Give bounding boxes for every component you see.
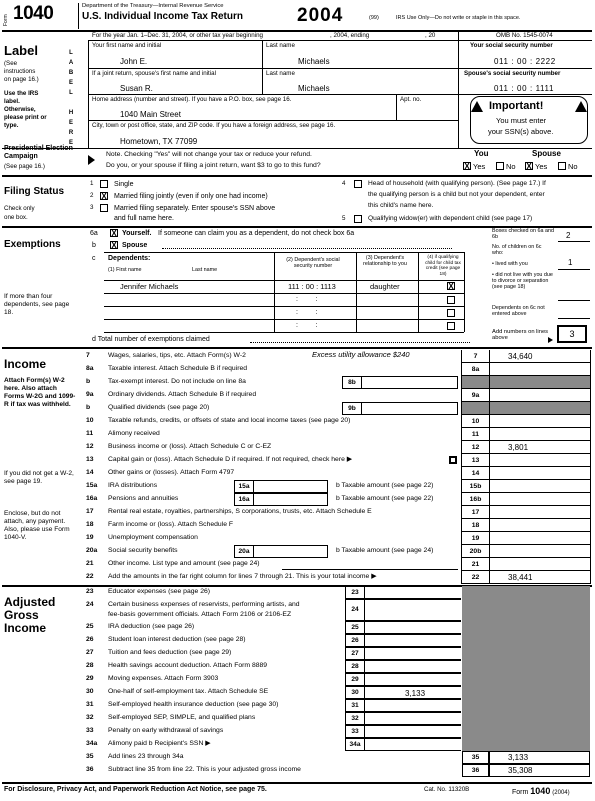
agi-line-number: 36 bbox=[86, 766, 94, 773]
dependent-ctc-checkbox[interactable]: X bbox=[448, 282, 454, 291]
agi-line-number: 30 bbox=[86, 688, 94, 695]
dep-not-entered-label: Dependents on 6c not entered above bbox=[492, 305, 545, 317]
filing-sub-1: Check only bbox=[4, 205, 35, 212]
yourself-label: Yourself. bbox=[122, 230, 152, 237]
dependent-3-checkbox[interactable] bbox=[447, 309, 455, 317]
form-label: Form bbox=[3, 14, 9, 26]
agi-line-text: Subtract line 35 from line 22. This is your adjusted gross income bbox=[108, 766, 301, 773]
income-title: Income bbox=[4, 357, 47, 371]
you-no-checkbox[interactable] bbox=[496, 162, 504, 170]
income-sub-box-number: 20a bbox=[234, 545, 254, 558]
dep-col1-first: (1) First name bbox=[108, 267, 142, 273]
agi-total-box-number: 35 bbox=[462, 751, 489, 764]
you-no-label: No bbox=[506, 162, 516, 171]
filing-num-1: 1 bbox=[90, 180, 94, 187]
spouse-first-label: If a joint return, spouse's first name and initial bbox=[92, 70, 216, 77]
spouse-yes-checkbox[interactable]: X bbox=[526, 162, 532, 171]
income-line-text: Rental real estate, royalties, partnerships, S corporations, trusts, etc. Attach Schedule E bbox=[108, 508, 372, 515]
add-numbers-label: Add numbers on lines above bbox=[492, 329, 549, 341]
married-jointly-checkbox[interactable]: X bbox=[101, 192, 107, 201]
yourself-checkbox[interactable]: X bbox=[111, 229, 117, 238]
total-exemptions: d Total number of exemptions claimed bbox=[92, 336, 210, 343]
income-line-amount[interactable] bbox=[490, 506, 590, 519]
exemptions-title: Exemptions bbox=[4, 239, 61, 250]
address-label: Home address (number and street). If you have a P.O. box, see page 16. bbox=[92, 96, 292, 103]
agi-line-text: Student loan interest deduction (see page 28) bbox=[108, 636, 246, 643]
income-line-box-number: 20b bbox=[462, 545, 489, 558]
income-line-amount[interactable] bbox=[490, 415, 590, 428]
agi-line-text: Penalty on early withdrawal of savings bbox=[108, 727, 224, 734]
label-use-irs: Use the IRS label. Otherwise, please print or type. bbox=[4, 90, 47, 129]
income-sub-box-number: 16a bbox=[234, 493, 254, 506]
income-line-amount[interactable] bbox=[490, 519, 590, 532]
agi-line-text: IRA deduction (see page 26) bbox=[108, 623, 195, 630]
agi-line-amount[interactable] bbox=[365, 725, 461, 738]
income-line-number: 15a bbox=[86, 482, 98, 489]
code-99: (99) bbox=[369, 15, 379, 21]
income-sub-box-number: 15a bbox=[234, 480, 254, 493]
qualifying-widow-checkbox[interactable] bbox=[354, 215, 362, 223]
income-line-text: Wages, salaries, tips, etc. Attach Form(s) W-2 bbox=[108, 352, 246, 359]
agi-line-box-number: 25 bbox=[345, 621, 365, 634]
add-numbers-arrow-icon bbox=[548, 337, 553, 343]
line-6b: b bbox=[92, 242, 96, 249]
agi-line-box-number: 31 bbox=[345, 699, 365, 712]
income-line-box-number: 17 bbox=[462, 506, 489, 519]
wage-annotation: Excess utility allowance $240 bbox=[312, 350, 410, 359]
footer-form-yr: (2004) bbox=[552, 790, 570, 796]
dependent-ssn[interactable]: 111 : 00 : 1113 bbox=[288, 282, 336, 291]
income-line-amount[interactable] bbox=[490, 363, 590, 376]
footer-cat: Cat. No. 11320B bbox=[424, 786, 470, 793]
income-line-box-number: 22 bbox=[462, 571, 489, 584]
income-line-number: 17 bbox=[86, 508, 94, 515]
agi-line-amount[interactable] bbox=[365, 621, 461, 634]
dep-col4: (4) if qualifying child for child tax credit (see page 18) bbox=[425, 255, 461, 277]
you-yes-checkbox[interactable]: X bbox=[464, 162, 470, 171]
agi-line-number: 29 bbox=[86, 675, 94, 682]
agi-line-box-number: 34a bbox=[345, 738, 365, 751]
dependent-4-checkbox[interactable] bbox=[447, 322, 455, 330]
spouse-last-label: Last name bbox=[266, 70, 295, 77]
agi-total-amount[interactable]: 3,133 bbox=[489, 751, 590, 764]
lived-with-text: lived with you bbox=[495, 261, 528, 267]
married-separately-label-b: and full name here. bbox=[114, 215, 174, 222]
income-line-text: Tax-exempt interest. Do not include on line 8a bbox=[108, 378, 246, 385]
capital-gain-checkbox[interactable] bbox=[449, 456, 457, 464]
dependent-relationship[interactable]: daughter bbox=[370, 282, 400, 291]
agi-line-text: Self-employed health insurance deduction (see page 30) bbox=[108, 701, 279, 708]
agi-line-text: Alimony paid b Recipient's SSN ▶ bbox=[108, 740, 211, 747]
irs-use-only: IRS Use Only—Do not write or staple in this space. bbox=[396, 15, 521, 21]
income-sub-box-number: 8b bbox=[342, 376, 362, 389]
address-value[interactable]: 1040 Main Street bbox=[120, 110, 181, 119]
ssn-label: Your social security number bbox=[470, 42, 553, 49]
yourself-note: If someone can claim you as a dependent, do not check box 6a bbox=[158, 230, 355, 237]
income-line-box-number: 11 bbox=[462, 428, 489, 441]
agi-line-text: Educator expenses (see page 26) bbox=[108, 588, 211, 595]
spouse-no-label: No bbox=[568, 162, 578, 171]
agi-line-amount[interactable] bbox=[365, 673, 461, 686]
year-20: , 20 bbox=[425, 32, 436, 39]
important-title: Important! bbox=[489, 100, 544, 112]
income-line-text: Farm income or (loss). Attach Schedule F bbox=[108, 521, 234, 528]
agi-line-text: Certain business expenses of reservists, performing artists, and bbox=[108, 601, 300, 608]
campaign-note-2: Do you, or your spouse if filing a joint return, want $3 to go to this fund? bbox=[106, 162, 321, 169]
income-line-text: Business income or (loss). Attach Schedule C or C-EZ bbox=[108, 443, 272, 450]
income-sub-amount[interactable] bbox=[254, 545, 328, 558]
city-label: City, town or post office, state, and ZIP code. If you have a foreign address, see page 16. bbox=[92, 122, 336, 129]
last-name-value[interactable]: Michaels bbox=[298, 57, 330, 66]
campaign-arrow-icon bbox=[88, 155, 95, 165]
income-line-amount[interactable]: 38,441 bbox=[490, 571, 590, 584]
filing-num-5: 5 bbox=[342, 215, 346, 222]
income-line-number: 19 bbox=[86, 534, 94, 541]
spouse-no-checkbox[interactable] bbox=[558, 162, 566, 170]
you-yes-label: Yes bbox=[473, 162, 486, 171]
attach-note: Attach Form(s) W-2 here. Also attach Forms W-2G and 1099-R if tax was withheld. bbox=[4, 377, 76, 408]
married-separately-checkbox[interactable] bbox=[100, 204, 108, 212]
income-line-text: Add the amounts in the far right column for lines 7 through 21. This is your total income ▶ bbox=[108, 573, 377, 580]
more-dependents-note: If more than four dependents, see page 18. bbox=[4, 293, 70, 316]
income-line-amount[interactable] bbox=[490, 428, 590, 441]
first-name-value[interactable]: John E. bbox=[120, 57, 148, 66]
income-line-number: 13 bbox=[86, 456, 94, 463]
income-line-amount[interactable]: 3,801 bbox=[490, 441, 590, 454]
income-line-text: Ordinary dividends. Attach Schedule B if required bbox=[108, 391, 257, 398]
agi-line-box-number: 27 bbox=[345, 647, 365, 660]
form-number: 1040 bbox=[13, 3, 54, 24]
dep-col3: (3) Dependent's relationship to you bbox=[363, 255, 407, 267]
taxable-amount-label: b Taxable amount (see page 22) bbox=[336, 482, 434, 489]
dep-col1-last: Last name bbox=[192, 267, 218, 273]
income-line-box-number: 7 bbox=[462, 350, 489, 363]
income-line-number: 20a bbox=[86, 547, 98, 554]
income-line-box-number bbox=[462, 402, 489, 415]
income-line-box-number: 15b bbox=[462, 480, 489, 493]
income-line-text: Alimony received bbox=[108, 430, 160, 437]
form-title: U.S. Individual Income Tax Return bbox=[82, 11, 243, 22]
agi-line-box-number: 23 bbox=[345, 586, 365, 599]
lived-with-label: • lived with you bbox=[492, 261, 528, 267]
income-sub-amount[interactable] bbox=[362, 376, 458, 389]
income-line-text: Pensions and annuities bbox=[108, 495, 179, 502]
agi-line-amount[interactable]: 3,133 bbox=[365, 686, 461, 699]
dependent-name[interactable]: Jennifer Michaels bbox=[120, 282, 179, 291]
spouse-exemption-checkbox[interactable]: X bbox=[111, 241, 117, 250]
income-line-amount[interactable] bbox=[490, 480, 590, 493]
agi-line-text: Tuition and fees deduction (see page 29) bbox=[108, 649, 232, 656]
agi-line-box-number: 30 bbox=[345, 686, 365, 699]
taxable-amount-label: b Taxable amount (see page 24) bbox=[336, 547, 434, 554]
income-line-box-number: 13 bbox=[462, 454, 489, 467]
income-line-number: b bbox=[86, 378, 91, 385]
agi-line-text: Add lines 23 through 34a bbox=[108, 753, 184, 760]
agi-line-text: Health savings account deduction. Attach Form 8889 bbox=[108, 662, 268, 669]
income-line-amount[interactable] bbox=[490, 493, 590, 506]
income-line-number: 7 bbox=[86, 352, 90, 359]
tax-year-line: For the year Jan. 1–Dec. 31, 2004, or other tax year beginning bbox=[92, 32, 263, 39]
total-exemptions-box[interactable]: 3 bbox=[557, 325, 587, 343]
warning-triangle-icon-right bbox=[575, 101, 587, 112]
agi-total-box-number: 36 bbox=[462, 764, 489, 777]
agi-line-number: 35 bbox=[86, 753, 94, 760]
line-6a: 6a bbox=[90, 230, 98, 237]
agi-line-amount[interactable] bbox=[365, 712, 461, 725]
income-line-box-number: 8a bbox=[462, 363, 489, 376]
label-letters: L A B E L H E R E bbox=[68, 50, 74, 146]
agi-line-number: 32 bbox=[86, 714, 94, 721]
line-6c: c bbox=[92, 255, 96, 262]
income-line-number: 10 bbox=[86, 417, 94, 424]
income-sub-box-number: 9b bbox=[342, 402, 362, 415]
agi-total-amount[interactable]: 35,308 bbox=[489, 764, 590, 777]
lived-with-value[interactable]: 1 bbox=[568, 258, 573, 267]
spouse-ssn-label: Spouse's social security number bbox=[464, 70, 561, 77]
agi-line-number: 23 bbox=[86, 588, 94, 595]
agi-line-amount[interactable] bbox=[365, 599, 461, 621]
label-note: (See instructions on page 16.) bbox=[4, 60, 39, 83]
single-label: Single bbox=[114, 181, 134, 188]
no-children-label: No. of children on 6c who: bbox=[492, 244, 542, 256]
agi-line-box-number: 28 bbox=[345, 660, 365, 673]
ssn-sep-2: : : bbox=[296, 296, 318, 303]
agi-line-text-2: fee-basis government officials. Attach Form 2106 or 2106-EZ bbox=[108, 611, 292, 618]
income-line-box-number: 10 bbox=[462, 415, 489, 428]
income-line-box-number: 14 bbox=[462, 467, 489, 480]
agi-title-3: Income bbox=[4, 621, 47, 635]
spouse-last-value[interactable]: Michaels bbox=[298, 84, 330, 93]
footer-form-num: 1040 bbox=[530, 786, 551, 796]
dep-col2: (2) Dependent's social security number bbox=[286, 257, 340, 269]
income-line-amount[interactable]: 34,640 bbox=[490, 350, 590, 363]
agi-line-amount[interactable] bbox=[365, 738, 461, 751]
income-line-text: Qualified dividends (see page 20) bbox=[108, 404, 210, 411]
label-title: Label bbox=[4, 43, 38, 58]
agi-title-2: Gross bbox=[4, 608, 39, 622]
footer-form-word: Form bbox=[512, 789, 529, 796]
income-line-text: Capital gain or (loss). Attach Schedule D if required. If not required, check here ▶ bbox=[108, 456, 352, 463]
footer-notice: For Disclosure, Privacy Act, and Paperwork Reduction Act Notice, see page 75. bbox=[4, 786, 267, 793]
not-live-label: • did not live with you due to divorce or separation (see page 18) bbox=[492, 272, 553, 290]
agi-line-box-number: 24 bbox=[345, 599, 365, 621]
agi-line-amount[interactable] bbox=[365, 586, 461, 599]
campaign-you-label: You bbox=[474, 149, 489, 158]
taxable-amount-label: b Taxable amount (see page 22) bbox=[336, 495, 434, 502]
agi-line-number: 34a bbox=[86, 740, 98, 747]
spouse-ssn-value[interactable]: 011 : 00 : 1111 bbox=[494, 84, 555, 93]
agi-line-box-number: 33 bbox=[345, 725, 365, 738]
widow-label: Qualifying widow(er) with dependent child (see page 17) bbox=[368, 215, 533, 222]
spouse-yes-label: Yes bbox=[535, 162, 548, 171]
filing-sub-2: one box. bbox=[4, 214, 28, 221]
income-line-number: 11 bbox=[86, 430, 94, 437]
filing-num-2: 2 bbox=[90, 192, 94, 199]
hoh-label-c: this child's name here. bbox=[368, 202, 434, 209]
income-line-number: 22 bbox=[86, 573, 94, 580]
income-line-text: Unemployment compensation bbox=[108, 534, 198, 541]
year-ending: , 2004, ending bbox=[330, 32, 370, 39]
ssn-sep-3: : : bbox=[296, 309, 318, 316]
income-sub-amount[interactable] bbox=[254, 493, 328, 506]
income-line-box-number: 9a bbox=[462, 389, 489, 402]
dependents-label: Dependents: bbox=[108, 255, 151, 262]
income-line-text: Other income. List type and amount (see page 24) bbox=[108, 560, 260, 567]
income-line-box-number: 12 bbox=[462, 441, 489, 454]
income-line-box-number: 19 bbox=[462, 532, 489, 545]
ssn-sep-4: : : bbox=[296, 322, 318, 329]
income-line-number: 14 bbox=[86, 469, 94, 476]
head-of-household-checkbox[interactable] bbox=[354, 180, 362, 188]
single-checkbox[interactable] bbox=[100, 180, 108, 188]
filing-num-3: 3 bbox=[90, 204, 94, 211]
filing-num-4: 4 bbox=[342, 180, 346, 187]
last-name-label: Last name bbox=[266, 42, 295, 49]
income-line-amount[interactable] bbox=[490, 467, 590, 480]
boxes-checked-value[interactable]: 2 bbox=[566, 231, 571, 240]
agi-line-text: Self-employed SEP, SIMPLE, and qualified plans bbox=[108, 714, 256, 721]
campaign-note-1: Note. Checking "Yes" will not change your tax or reduce your refund. bbox=[106, 151, 312, 158]
agi-line-number: 33 bbox=[86, 727, 94, 734]
income-line-text: Other gains or (losses). Attach Form 4797 bbox=[108, 469, 235, 476]
income-line-text: Taxable refunds, credits, or offsets of state and local income taxes (see page 20) bbox=[108, 417, 351, 424]
income-line-number: 18 bbox=[86, 521, 94, 528]
agi-line-number: 27 bbox=[86, 649, 94, 656]
tax-year: 2004 bbox=[297, 5, 344, 26]
agi-line-number: 26 bbox=[86, 636, 94, 643]
income-sub-amount[interactable] bbox=[362, 402, 458, 415]
income-line-number: 16a bbox=[86, 495, 98, 502]
income-line-number: 21 bbox=[86, 560, 94, 567]
department: Department of the Treasury—Internal Revenue Service bbox=[82, 3, 224, 9]
agi-line-number: 25 bbox=[86, 623, 94, 630]
warning-triangle-icon bbox=[471, 101, 483, 112]
income-line-box-number: 21 bbox=[462, 558, 489, 571]
city-value[interactable]: Hometown, TX 77099 bbox=[120, 137, 198, 146]
agi-line-box-number: 32 bbox=[345, 712, 365, 725]
income-line-amount[interactable] bbox=[490, 532, 590, 545]
apt-label: Apt. no. bbox=[400, 96, 422, 103]
filing-status-title: Filing Status bbox=[4, 186, 64, 197]
agi-line-text: One-half of self-employment tax. Attach Schedule SE bbox=[108, 688, 269, 695]
enclose-note: Enclose, but do not attach, any payment. Also, please use Form 1040-V. bbox=[4, 510, 70, 541]
income-line-number: 9a bbox=[86, 391, 94, 398]
hoh-label-b: the qualifying person is a child but not your dependent, enter bbox=[368, 191, 545, 198]
income-line-amount[interactable] bbox=[490, 454, 590, 467]
income-line-box-number: 18 bbox=[462, 519, 489, 532]
married-separately-label: Married filing separately. Enter spouse's SSN above bbox=[114, 205, 276, 212]
income-line-amount[interactable] bbox=[490, 545, 590, 558]
agi-line-number: 28 bbox=[86, 662, 94, 669]
agi-shaded-column bbox=[462, 586, 590, 751]
agi-line-amount[interactable] bbox=[365, 634, 461, 647]
income-line-text: Taxable interest. Attach Schedule B if required bbox=[108, 365, 248, 372]
agi-line-text: Moving expenses. Attach Form 3903 bbox=[108, 675, 219, 682]
agi-line-box-number: 26 bbox=[345, 634, 365, 647]
important-text-1: You must enter bbox=[496, 116, 547, 125]
campaign-spouse-label: Spouse bbox=[532, 149, 561, 158]
agi-title bbox=[4, 596, 55, 635]
no-w2-note: If you did not get a W-2, see page 19. bbox=[4, 470, 74, 485]
agi-line-amount[interactable] bbox=[365, 647, 461, 660]
first-name-label: Your first name and initial bbox=[92, 42, 162, 49]
income-line-text: Social security benefits bbox=[108, 547, 178, 554]
income-line-number: b bbox=[86, 404, 91, 411]
hoh-label-a: Head of household (with qualifying person). (See page 17.) If bbox=[368, 180, 546, 187]
dependent-2-checkbox[interactable] bbox=[447, 296, 455, 304]
married-jointly-label: Married filing jointly (even if only one had income) bbox=[114, 193, 268, 200]
footer-form bbox=[512, 787, 570, 796]
income-line-number: 8a bbox=[86, 365, 94, 372]
income-line-number: 12 bbox=[86, 443, 94, 450]
agi-line-box-number: 29 bbox=[345, 673, 365, 686]
income-line-box-number bbox=[462, 376, 489, 389]
income-sub-amount[interactable] bbox=[254, 480, 328, 493]
important-text-2: your SSN(s) above. bbox=[488, 127, 554, 136]
income-line-box-number: 16b bbox=[462, 493, 489, 506]
omb-number: OMB No. 1545-0074 bbox=[496, 32, 553, 39]
agi-line-amount[interactable] bbox=[365, 699, 461, 712]
agi-line-amount[interactable] bbox=[365, 660, 461, 673]
agi-line-number: 24 bbox=[86, 601, 94, 608]
boxes-checked-label: Boxes checked on 6a and 6b bbox=[492, 228, 555, 240]
presidential-campaign: Presidential Election Campaign bbox=[4, 145, 73, 160]
income-line-amount[interactable] bbox=[490, 558, 590, 571]
not-live-text: did not live with you due to divorce or separation (see page 18) bbox=[492, 272, 553, 290]
agi-title-1: Adjusted bbox=[4, 595, 56, 609]
presidential-note: (See page 16.) bbox=[4, 163, 45, 170]
spouse-exemption-label: Spouse bbox=[122, 242, 148, 249]
spouse-first-value[interactable]: Susan R. bbox=[120, 84, 153, 93]
ssn-value[interactable]: 011 : 00 : 2222 bbox=[494, 57, 556, 66]
agi-line-number: 31 bbox=[86, 701, 94, 708]
income-line-text: IRA distributions bbox=[108, 482, 158, 489]
